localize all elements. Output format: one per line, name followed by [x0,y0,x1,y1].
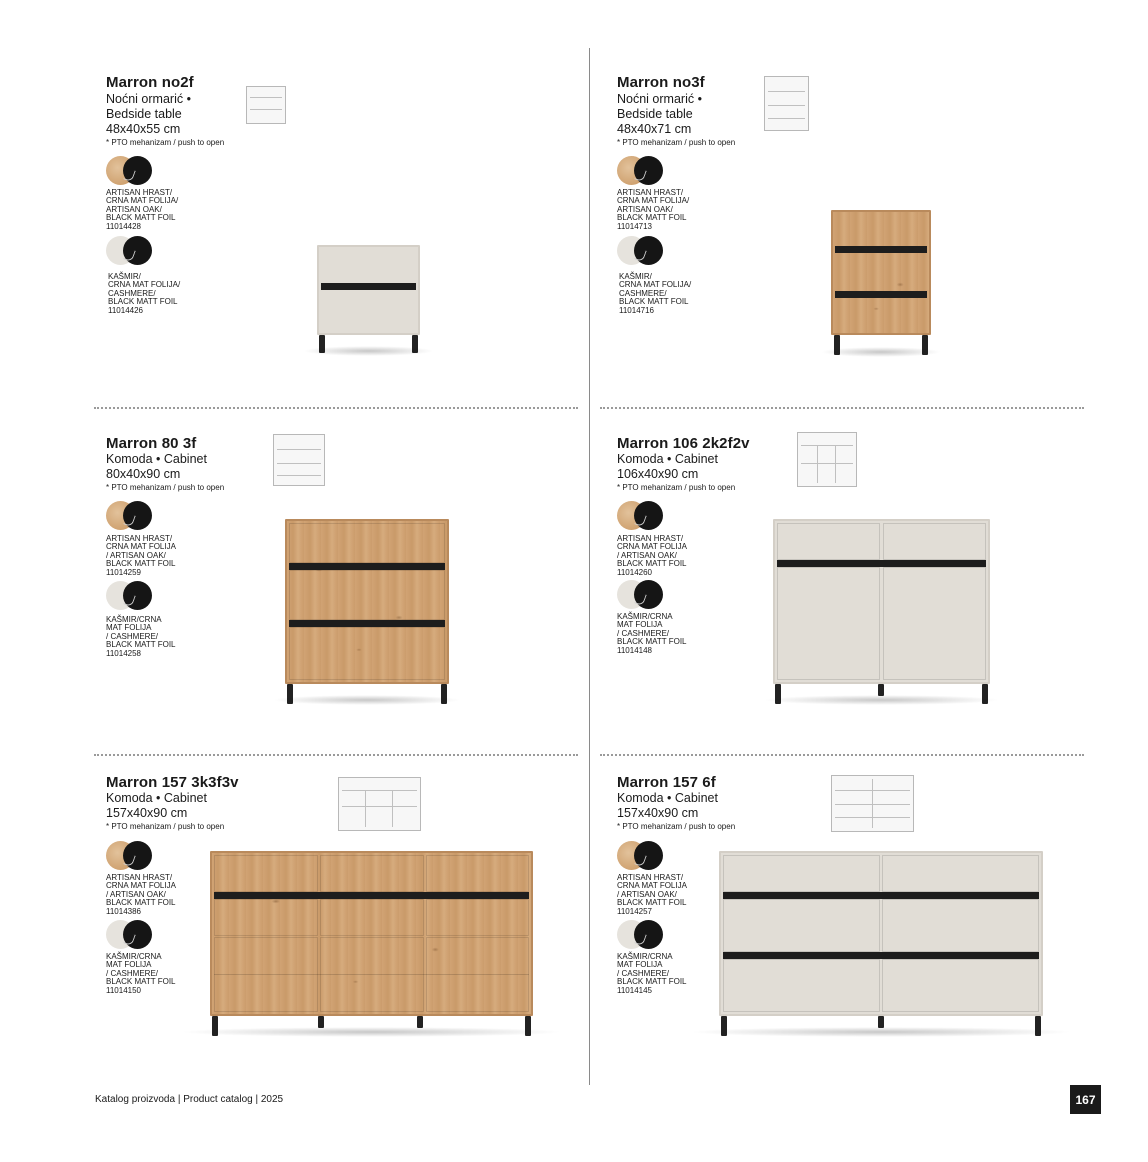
product-name: Marron 157 6f [617,774,716,791]
technical-drawing [338,777,421,831]
technical-drawing [764,76,809,131]
product-type: Noćni ormarić • [617,92,702,106]
row-divider [94,407,578,409]
product-name: Marron 106 2k2f2v [617,435,750,452]
swatch-oak-black [106,501,154,531]
push-to-open-note: * PTO mehanizam / push to open [106,138,225,147]
swatch-cashmere-black [617,920,665,950]
product-name: Marron no2f [106,74,194,91]
product-name: Marron 157 3k3f3v [106,774,239,791]
product-image-marron-80-3f [285,519,449,705]
column-divider [589,48,590,1085]
product-type: Komoda • Cabinet [617,452,718,466]
product-dimensions: 157x40x90 cm [617,806,699,820]
row-divider [94,754,578,756]
swatch-oak-black [617,156,665,186]
product-dimensions: 48x40x55 cm [106,122,181,136]
variant-cashmere-black-text: KAŠMIR/CRNA MAT FOLIJA / CASHMERE/ BLACK MATT FOIL 11014258 [106,615,176,658]
swatch-oak-black [617,841,665,871]
swatch-oak-black [106,841,154,871]
product-type: Komoda • Cabinet [106,791,207,805]
swatch-oak-black [106,156,154,186]
variant-cashmere-black-text: KAŠMIR/ CRNA MAT FOLIJA/ CASHMERE/ BLACK MATT FOIL 11014426 [108,272,181,315]
push-to-open-note: * PTO mehanizam / push to open [617,483,736,492]
variant-oak-black-text: ARTISAN HRAST/ CRNA MAT FOLIJA / ARTISAN OAK/ BLACK MATT FOIL 11014259 [106,534,176,577]
technical-drawing [273,434,325,486]
variant-oak-black-text: ARTISAN HRAST/ CRNA MAT FOLIJA/ ARTISAN OAK/ BLACK MATT FOIL 11014428 [106,188,179,231]
push-to-open-note: * PTO mehanizam / push to open [106,483,225,492]
variant-oak-black-text: ARTISAN HRAST/ CRNA MAT FOLIJA / ARTISAN OAK/ BLACK MATT FOIL 11014386 [106,873,176,916]
product-dimensions: 48x40x71 cm [617,122,692,136]
catalog-footer: Katalog proizvoda | Product catalog | 2025 [95,1094,284,1105]
product-image-marron-no2f [317,245,420,355]
product-type-en: Bedside table [106,107,182,121]
technical-drawing [797,432,857,487]
product-name: Marron no3f [617,74,705,91]
technical-drawing [246,86,286,124]
product-image-marron-157-3k3f3v [210,851,533,1037]
push-to-open-note: * PTO mehanizam / push to open [617,822,736,831]
variant-oak-black-text: ARTISAN HRAST/ CRNA MAT FOLIJA / ARTISAN OAK/ BLACK MATT FOIL 11014257 [617,873,687,916]
variant-cashmere-black-text: KAŠMIR/CRNA MAT FOLIJA / CASHMERE/ BLACK MATT FOIL 11014150 [106,952,176,995]
variant-cashmere-black-text: KAŠMIR/CRNA MAT FOLIJA / CASHMERE/ BLACK MATT FOIL 11014148 [617,612,687,655]
swatch-cashmere-black [617,580,665,610]
product-type-en: Bedside table [617,107,693,121]
technical-drawing [831,775,914,832]
swatch-cashmere-black [617,236,665,266]
variant-oak-black-text: ARTISAN HRAST/ CRNA MAT FOLIJA / ARTISAN OAK/ BLACK MATT FOIL 11014260 [617,534,687,577]
push-to-open-note: * PTO mehanizam / push to open [106,822,225,831]
product-image-marron-no3f [831,210,931,356]
swatch-cashmere-black [106,581,154,611]
product-type: Komoda • Cabinet [106,452,207,466]
product-dimensions: 157x40x90 cm [106,806,188,820]
product-image-marron-157-6f [719,851,1043,1037]
row-divider [600,407,1084,409]
product-type: Komoda • Cabinet [617,791,718,805]
swatch-oak-black [617,501,665,531]
product-type: Noćni ormarić • [106,92,191,106]
swatch-cashmere-black [106,236,154,266]
push-to-open-note: * PTO mehanizam / push to open [617,138,736,147]
page-number: 167 [1070,1085,1101,1114]
variant-cashmere-black-text: KAŠMIR/CRNA MAT FOLIJA / CASHMERE/ BLACK MATT FOIL 11014145 [617,952,687,995]
product-name: Marron 80 3f [106,435,197,452]
product-dimensions: 106x40x90 cm [617,467,699,481]
product-dimensions: 80x40x90 cm [106,467,181,481]
swatch-cashmere-black [106,920,154,950]
variant-cashmere-black-text: KAŠMIR/ CRNA MAT FOLIJA/ CASHMERE/ BLACK MATT FOIL 11014716 [619,272,692,315]
row-divider [600,754,1084,756]
product-image-marron-106-2k2f2v [773,519,990,705]
variant-oak-black-text: ARTISAN HRAST/ CRNA MAT FOLIJA/ ARTISAN OAK/ BLACK MATT FOIL 11014713 [617,188,690,231]
